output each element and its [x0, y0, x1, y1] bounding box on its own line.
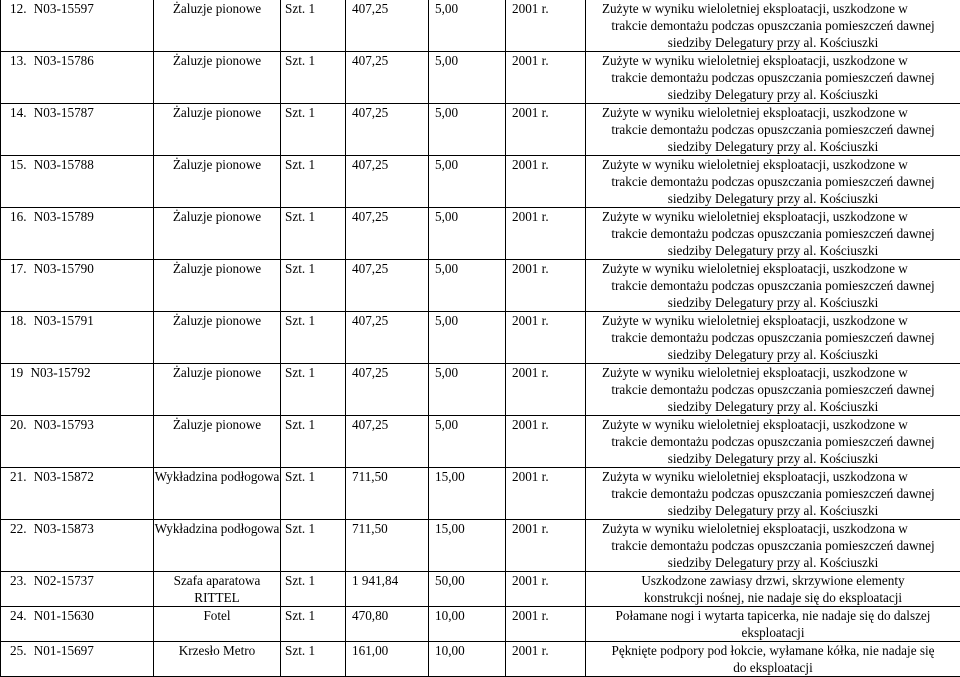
reason-line: Zużyte w wyniku wieloletniej eksploatacji, uszkodzone w [590, 312, 956, 329]
reason-line: Zużyte w wyniku wieloletniej eksploatacji, uszkodzone w [590, 52, 956, 69]
reason-line: siedziby Delegatury przy al. Kościuszki [590, 502, 956, 519]
value: 407,25 [346, 208, 429, 260]
reason-line: konstrukcji nośnej, nie nadaje się do eksploatacji [590, 589, 956, 606]
reason-line: Zużyte w wyniku wieloletniej eksploatacji, uszkodzone w [590, 260, 956, 277]
disposal-reason [586, 520, 960, 572]
item-name: Szafa aparatowa RITTEL [154, 572, 281, 607]
year: 2001 r. [506, 642, 586, 677]
item-name: Żaluzje pionowe [154, 416, 281, 468]
reason-line: Zużyta w wyniku wieloletniej eksploatacji, uszkodzona w [590, 468, 956, 485]
reason-line: siedziby Delegatury przy al. Kościuszki [590, 34, 956, 51]
table-row [1, 416, 960, 468]
inventory-code: N03-15788 [34, 157, 94, 172]
row-id-cell [1, 416, 154, 468]
disposal-reason [586, 642, 960, 677]
reason-line: siedziby Delegatury przy al. Kościuszki [590, 450, 956, 467]
item-name: Żaluzje pionowe [154, 104, 281, 156]
year: 2001 r. [506, 208, 586, 260]
row-id-cell [1, 468, 154, 520]
quantity: Szt. 1 [281, 0, 346, 52]
disposal-reason [586, 468, 960, 520]
inventory-code: N03-15793 [34, 417, 94, 432]
quantity: Szt. 1 [281, 416, 346, 468]
table-row [1, 104, 960, 156]
rate: 5,00 [429, 104, 506, 156]
rate: 15,00 [429, 468, 506, 520]
inventory-code: N03-15787 [34, 105, 94, 120]
reason-line: trakcie demontażu podczas opuszczania pomieszczeń dawnej [590, 173, 956, 190]
reason-line: siedziby Delegatury przy al. Kościuszki [590, 554, 956, 571]
rate: 5,00 [429, 208, 506, 260]
year: 2001 r. [506, 364, 586, 416]
rate: 10,00 [429, 607, 506, 642]
table-row [1, 520, 960, 572]
quantity: Szt. 1 [281, 642, 346, 677]
row-id-cell [1, 156, 154, 208]
row-number: 12. [10, 1, 26, 16]
row-number: 20. [10, 417, 26, 432]
table-row [1, 642, 960, 677]
reason-line: siedziby Delegatury przy al. Kościuszki [590, 346, 956, 363]
reason-line: siedziby Delegatury przy al. Kościuszki [590, 190, 956, 207]
disposal-reason [586, 572, 960, 607]
rate: 15,00 [429, 520, 506, 572]
value: 161,00 [346, 642, 429, 677]
value: 407,25 [346, 156, 429, 208]
rate: 5,00 [429, 260, 506, 312]
inventory-code: N03-15792 [30, 365, 90, 380]
reason-line: trakcie demontażu podczas opuszczania pomieszczeń dawnej [590, 225, 956, 242]
year: 2001 r. [506, 572, 586, 607]
inventory-code: N03-15790 [34, 261, 94, 276]
table-row [1, 607, 960, 642]
row-number: 23. [10, 573, 26, 588]
disposal-reason [586, 364, 960, 416]
inventory-code: N03-15873 [34, 521, 94, 536]
quantity: Szt. 1 [281, 52, 346, 104]
reason-line: trakcie demontażu podczas opuszczania pomieszczeń dawnej [590, 69, 956, 86]
rate: 5,00 [429, 364, 506, 416]
table-row [1, 312, 960, 364]
item-name: Krzesło Metro [154, 642, 281, 677]
item-name: Żaluzje pionowe [154, 0, 281, 52]
year: 2001 r. [506, 468, 586, 520]
reason-line: Połamane nogi i wytarta tapicerka, nie nadaje się do dalszej [590, 607, 956, 624]
value: 407,25 [346, 260, 429, 312]
reason-line: Zużyte w wyniku wieloletniej eksploatacji, uszkodzone w [590, 104, 956, 121]
rate: 5,00 [429, 312, 506, 364]
reason-line: siedziby Delegatury przy al. Kościuszki [590, 294, 956, 311]
year: 2001 r. [506, 312, 586, 364]
year: 2001 r. [506, 156, 586, 208]
disposal-reason [586, 156, 960, 208]
inventory-code: N03-15786 [34, 53, 94, 68]
item-name: Żaluzje pionowe [154, 260, 281, 312]
disposal-reason [586, 607, 960, 642]
quantity: Szt. 1 [281, 607, 346, 642]
inventory-code: N03-15791 [34, 313, 94, 328]
row-number: 19 [10, 365, 23, 380]
table-row [1, 572, 960, 607]
year: 2001 r. [506, 520, 586, 572]
disposal-reason [586, 312, 960, 364]
row-id-cell [1, 260, 154, 312]
reason-line: Zużyte w wyniku wieloletniej eksploatacji, uszkodzone w [590, 0, 956, 17]
reason-line: Zużyte w wyniku wieloletniej eksploatacji, uszkodzone w [590, 156, 956, 173]
inventory-code: N01-15630 [34, 608, 94, 623]
inventory-code: N01-15697 [34, 643, 94, 658]
item-name: Wykładzina podłogowa [154, 520, 281, 572]
inventory-code: N02-15737 [34, 573, 94, 588]
inventory-code: N03-15597 [34, 1, 94, 16]
item-name: Żaluzje pionowe [154, 52, 281, 104]
row-number: 16. [10, 209, 26, 224]
row-id-cell [1, 0, 154, 52]
year: 2001 r. [506, 260, 586, 312]
row-number: 17. [10, 261, 26, 276]
value: 407,25 [346, 0, 429, 52]
row-number: 13. [10, 53, 26, 68]
row-number: 25. [10, 643, 26, 658]
year: 2001 r. [506, 0, 586, 52]
value: 711,50 [346, 468, 429, 520]
row-number: 15. [10, 157, 26, 172]
reason-line: Zużyte w wyniku wieloletniej eksploatacji, uszkodzone w [590, 364, 956, 381]
rate: 5,00 [429, 156, 506, 208]
year: 2001 r. [506, 416, 586, 468]
quantity: Szt. 1 [281, 468, 346, 520]
reason-line: siedziby Delegatury przy al. Kościuszki [590, 138, 956, 155]
row-id-cell [1, 572, 154, 607]
row-id-cell [1, 520, 154, 572]
reason-line: trakcie demontażu podczas opuszczania pomieszczeń dawnej [590, 485, 956, 502]
rate: 50,00 [429, 572, 506, 607]
year: 2001 r. [506, 104, 586, 156]
reason-line: Pęknięte podpory pod łokcie, wyłamane kółka, nie nadaje się [590, 642, 956, 659]
value: 407,25 [346, 364, 429, 416]
item-name: Żaluzje pionowe [154, 208, 281, 260]
value: 1 941,84 [346, 572, 429, 607]
row-id-cell [1, 208, 154, 260]
table-row [1, 364, 960, 416]
rate: 5,00 [429, 52, 506, 104]
quantity: Szt. 1 [281, 260, 346, 312]
row-id-cell [1, 607, 154, 642]
table-row [1, 156, 960, 208]
value: 407,25 [346, 104, 429, 156]
inventory-code: N03-15872 [34, 469, 94, 484]
disposal-reason [586, 260, 960, 312]
row-number: 21. [10, 469, 26, 484]
year: 2001 r. [506, 607, 586, 642]
reason-line: trakcie demontażu podczas opuszczania pomieszczeń dawnej [590, 381, 956, 398]
disposal-reason [586, 416, 960, 468]
row-id-cell [1, 104, 154, 156]
reason-line: trakcie demontażu podczas opuszczania pomieszczeń dawnej [590, 121, 956, 138]
row-id-cell [1, 312, 154, 364]
reason-line: trakcie demontażu podczas opuszczania pomieszczeń dawnej [590, 537, 956, 554]
value: 407,25 [346, 416, 429, 468]
quantity: Szt. 1 [281, 104, 346, 156]
table-row [1, 260, 960, 312]
item-name: Żaluzje pionowe [154, 312, 281, 364]
item-name: Fotel [154, 607, 281, 642]
reason-line: siedziby Delegatury przy al. Kościuszki [590, 242, 956, 259]
reason-line: Zużyta w wyniku wieloletniej eksploatacji, uszkodzona w [590, 520, 956, 537]
disposal-reason [586, 52, 960, 104]
row-id-cell [1, 642, 154, 677]
reason-line: siedziby Delegatury przy al. Kościuszki [590, 86, 956, 103]
disposal-reason [586, 0, 960, 52]
table-row [1, 468, 960, 520]
item-name: Wykładzina podłogowa [154, 468, 281, 520]
inventory-code: N03-15789 [34, 209, 94, 224]
reason-line: Zużyte w wyniku wieloletniej eksploatacji, uszkodzone w [590, 416, 956, 433]
row-id-cell [1, 364, 154, 416]
value: 407,25 [346, 312, 429, 364]
disposal-reason [586, 208, 960, 260]
rate: 5,00 [429, 0, 506, 52]
row-id-cell [1, 52, 154, 104]
quantity: Szt. 1 [281, 520, 346, 572]
item-name: Żaluzje pionowe [154, 364, 281, 416]
reason-line: trakcie demontażu podczas opuszczania pomieszczeń dawnej [590, 17, 956, 34]
row-number: 18. [10, 313, 26, 328]
year: 2001 r. [506, 52, 586, 104]
reason-line: trakcie demontażu podczas opuszczania pomieszczeń dawnej [590, 433, 956, 450]
table-row [1, 208, 960, 260]
row-number: 22. [10, 521, 26, 536]
value: 470,80 [346, 607, 429, 642]
quantity: Szt. 1 [281, 156, 346, 208]
reason-line: Uszkodzone zawiasy drzwi, skrzywione elementy [590, 572, 956, 589]
row-number: 24. [10, 608, 26, 623]
rate: 5,00 [429, 416, 506, 468]
reason-line: eksploatacji [590, 624, 956, 641]
rate: 10,00 [429, 642, 506, 677]
value: 711,50 [346, 520, 429, 572]
reason-line: siedziby Delegatury przy al. Kościuszki [590, 398, 956, 415]
table-row [1, 52, 960, 104]
reason-line: trakcie demontażu podczas opuszczania pomieszczeń dawnej [590, 329, 956, 346]
quantity: Szt. 1 [281, 208, 346, 260]
value: 407,25 [346, 52, 429, 104]
reason-line: Zużyte w wyniku wieloletniej eksploatacji, uszkodzone w [590, 208, 956, 225]
table-row [1, 0, 960, 52]
disposal-reason [586, 104, 960, 156]
quantity: Szt. 1 [281, 572, 346, 607]
reason-line: do eksploatacji [590, 659, 956, 676]
item-name: Żaluzje pionowe [154, 156, 281, 208]
row-number: 14. [10, 105, 26, 120]
quantity: Szt. 1 [281, 364, 346, 416]
reason-line: trakcie demontażu podczas opuszczania pomieszczeń dawnej [590, 277, 956, 294]
quantity: Szt. 1 [281, 312, 346, 364]
